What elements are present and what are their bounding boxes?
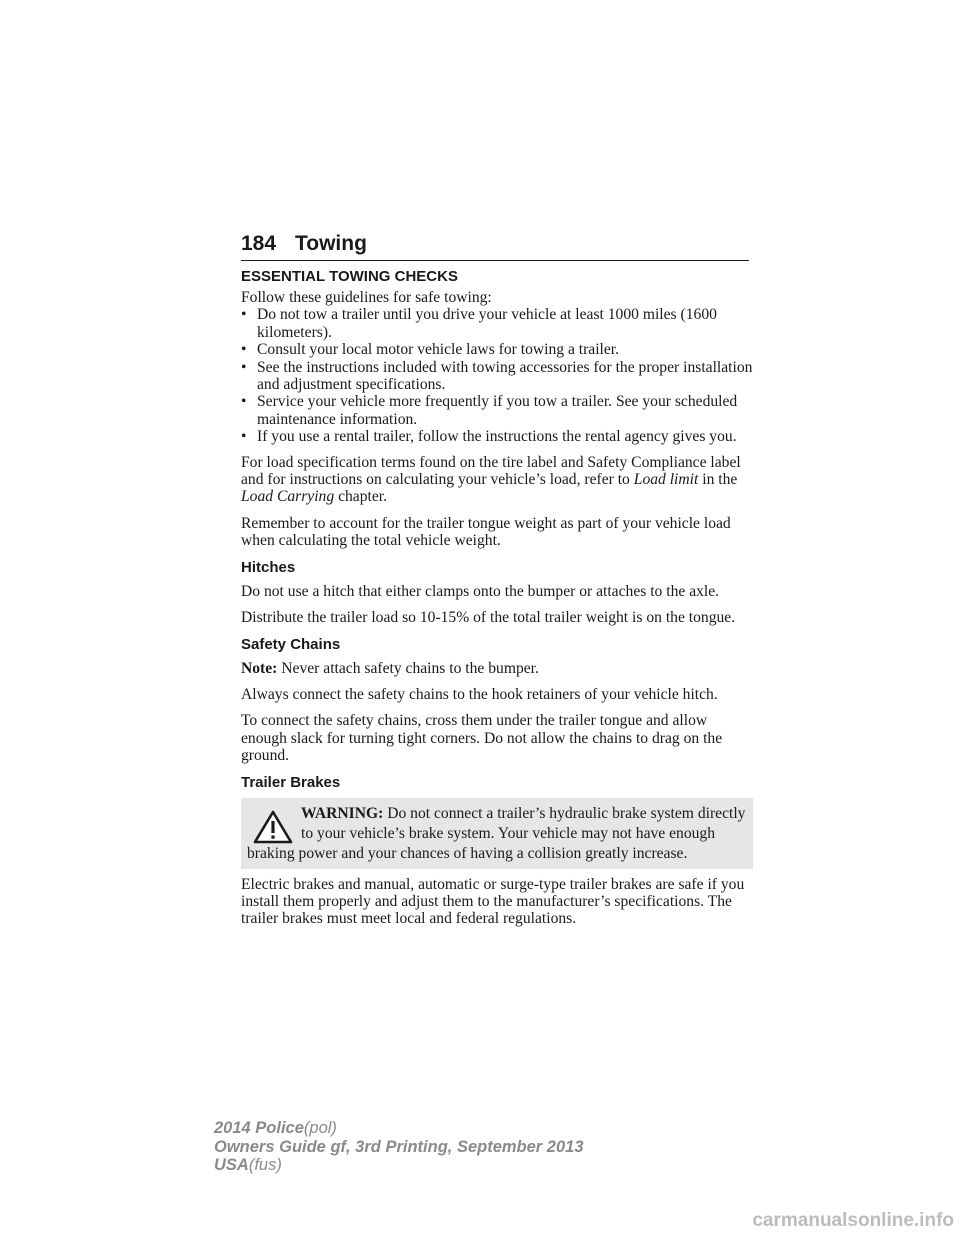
chapter-title: Towing — [295, 232, 367, 255]
essential-bullet-list — [241, 306, 753, 445]
page-number: 184 — [241, 232, 277, 255]
watermark: carmanualsonline.info — [752, 1210, 954, 1231]
essential-checks-heading: ESSENTIAL TOWING CHECKS — [241, 268, 458, 285]
list-item: • Service your vehicle more frequently if you tow a trailer. See your scheduled maintenance information. — [241, 393, 738, 428]
bullet-icon: • — [241, 428, 247, 446]
list-item: • Consult your local motor vehicle laws for towing a trailer. — [241, 341, 620, 359]
page-content — [241, 268, 753, 937]
warning-triangle-icon — [253, 810, 293, 840]
page-header — [241, 230, 749, 261]
hitches-paragraph-2: Distribute the trailer load so 10-15% of the total trailer weight is on the tongue. — [241, 609, 736, 627]
essential-intro: Follow these guidelines for safe towing: — [241, 289, 492, 306]
footer-line-2: Owners Guide gf, 3rd Printing, September 2013 — [214, 1137, 584, 1156]
note-label: Note: — [241, 659, 278, 677]
list-item: • Do not tow a trailer until you drive your vehicle at least 1000 miles (1600 kilometers). — [241, 306, 717, 341]
hitches-heading: Hitches — [241, 558, 296, 576]
bullet-icon: • — [241, 393, 247, 411]
bullet-icon: • — [241, 306, 247, 324]
warning-text: Do not connect a trailer’s hydraulic brake system directly to your vehicle’s brake system. Your vehicle may not have enough braking power and your chances of having a collision greatly increase. — [247, 804, 746, 862]
bullet-icon: • — [241, 358, 247, 376]
hitches-paragraph-1: Do not use a hitch that either clamps onto the bumper or attaches to the axle. — [241, 582, 720, 600]
list-item: • See the instructions included with towing accessories for the proper installation and adjustment specifications. — [241, 358, 753, 394]
trailer-brakes-paragraph: Electric brakes and manual, automatic or surge-type trailer brakes are safe if you install them properly and adjust them to the manufacturer’s specifications. The trailer brakes must meet local and federal regulations. — [241, 875, 745, 928]
warning-label: WARNING: — [301, 804, 384, 822]
trailer-brakes-heading: Trailer Brakes — [241, 773, 341, 791]
footer-line-1: 2014 Police(pol) — [214, 1119, 337, 1137]
list-item: • If you use a rental trailer, follow the instructions the rental agency gives you. — [241, 428, 737, 446]
load-limit-reference: Load limit — [633, 471, 699, 489]
safety-chains-heading: Safety Chains — [241, 635, 341, 653]
bullet-icon: • — [241, 341, 247, 359]
safety-chains-paragraph-2: To connect the safety chains, cross them under the trailer tongue and allow enough slack for turning tight corners. Do not allow the chains to drag on the ground. — [241, 712, 723, 765]
footer-line-3: USA(fus) — [214, 1156, 282, 1174]
warning-box — [241, 798, 753, 869]
safety-chains-paragraph-1: Always connect the safety chains to the hook retainers of your vehicle hitch. — [241, 685, 718, 703]
document-footer — [214, 1119, 584, 1175]
safety-chains-note: Note: Never attach safety chains to the bumper. — [241, 659, 539, 677]
load-carrying-reference: Load Carrying — [241, 488, 335, 506]
load-specification-paragraph: For load specification terms found on the tire label and Safety Compliance label and for instructions on calculating your vehicle’s load, refer to Load limit in the Load Carrying chapter. — [241, 453, 741, 506]
tongue-weight-paragraph: Remember to account for the trailer tongue weight as part of your vehicle load when calculating the total vehicle weight. — [241, 514, 731, 550]
